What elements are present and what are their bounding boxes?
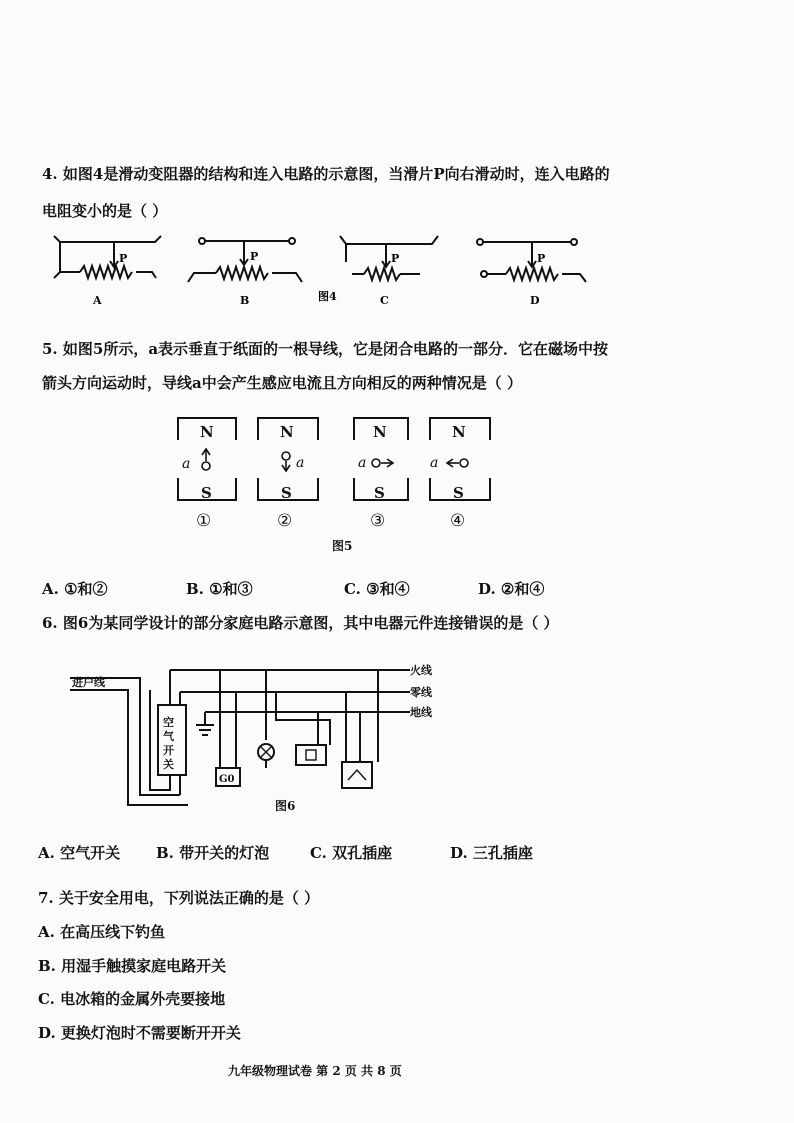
- q5-stem-line1: 5. 如图5所示，a表示垂直于纸面的一根导线，它是闭合电路的一部分．它在磁场中按: [42, 340, 609, 358]
- pole-n-2: N: [280, 423, 294, 441]
- q5-option-d: D. ②和④: [478, 580, 545, 598]
- pole-s-2: S: [281, 484, 292, 502]
- panel-label-4: ④: [450, 511, 466, 531]
- rheostat-a: [54, 236, 161, 278]
- slider-label-c: P: [391, 252, 400, 265]
- rheostat-d: [477, 239, 586, 282]
- rheostat-b: [188, 238, 302, 282]
- q4-stem-line1: 4. 如图4是滑动变阻器的结构和连入电路的示意图，当滑片P向右滑动时，连入电路的: [42, 165, 610, 183]
- q6-stem: 6. 图6为某同学设计的部分家庭电路示意图，其中电器元件连接错误的是（ ）: [42, 614, 559, 632]
- q7-option-c: C. 电冰箱的金属外壳要接地: [38, 990, 226, 1008]
- panel-label-1: ①: [196, 511, 212, 531]
- entry-label: 进户线: [72, 676, 105, 689]
- breaker-label-2: 气: [163, 730, 174, 743]
- wire-3: [372, 459, 380, 467]
- wire-label-3: a: [358, 455, 367, 471]
- pole-n-3: N: [373, 423, 387, 441]
- q7-option-d: D. 更换灯泡时不需要断开开关: [38, 1024, 241, 1042]
- label-neutral: 零线: [410, 686, 432, 699]
- slider-label-b: P: [250, 250, 259, 263]
- wire-label-2: a: [296, 455, 305, 471]
- q7-stem: 7. 关于安全用电，下列说法正确的是（ ）: [38, 889, 320, 907]
- q5-option-b: B. ①和③: [186, 580, 253, 598]
- wire-4: [460, 459, 468, 467]
- wire-label-4: a: [430, 455, 439, 471]
- breaker-label-1: 空: [163, 716, 174, 729]
- q5-option-c: C. ③和④: [344, 580, 410, 598]
- label-earth: 地线: [410, 706, 432, 719]
- fig6-title: 图6: [275, 799, 296, 813]
- q7-option-a: A. 在高压线下钓鱼: [38, 923, 166, 941]
- q6-option-c: C. 双孔插座: [310, 844, 393, 862]
- panel-label-2: ②: [277, 511, 293, 531]
- pole-s-3: S: [374, 484, 385, 502]
- figure-5: [170, 410, 500, 560]
- slider-label-a: P: [119, 252, 128, 265]
- three-pin-socket: [342, 762, 372, 788]
- wire-1: [202, 462, 210, 470]
- breaker-label-3: 开: [163, 744, 174, 757]
- q6-option-b: B. 带开关的灯泡: [156, 844, 270, 862]
- pole-n-4: N: [452, 423, 466, 441]
- slider-label-d: P: [537, 252, 546, 265]
- breaker-label-4: 关: [163, 758, 174, 771]
- page-footer: 九年级物理试卷 第 2 页 共 8 页: [228, 1064, 402, 1078]
- pole-s-4: S: [453, 484, 464, 502]
- fig4-label-d: D: [530, 294, 540, 307]
- q6-option-d: D. 三孔插座: [450, 844, 533, 862]
- pole-s-1: S: [201, 484, 212, 502]
- fig4-title: 图4: [318, 290, 337, 303]
- fig4-label-a: A: [93, 294, 102, 307]
- figure-4: [40, 226, 600, 308]
- rheostat-c: [340, 236, 438, 280]
- fig4-label-b: B: [240, 294, 250, 307]
- wire-2: [282, 452, 290, 460]
- q5-option-a: A. ①和②: [42, 580, 108, 598]
- pole-n-1: N: [200, 423, 214, 441]
- q5-stem-line2: 箭头方向运动时，导线a中会产生感应电流且方向相反的两种情况是（ ）: [42, 374, 522, 392]
- fig5-title: 图5: [332, 539, 353, 553]
- q7-option-b: B. 用湿手触摸家庭电路开关: [38, 957, 227, 975]
- two-pin-socket: [296, 745, 326, 765]
- figure-6: [60, 650, 450, 820]
- wire-label-1: a: [182, 456, 191, 472]
- svg-text:G0: G0: [219, 774, 235, 785]
- label-live: 火线: [410, 664, 432, 677]
- q4-stem-line2: 电阻变小的是（ ）: [42, 202, 168, 220]
- panel-label-3: ③: [370, 511, 386, 531]
- q6-option-a: A. 空气开关: [38, 844, 121, 862]
- fig4-label-c: C: [380, 294, 389, 307]
